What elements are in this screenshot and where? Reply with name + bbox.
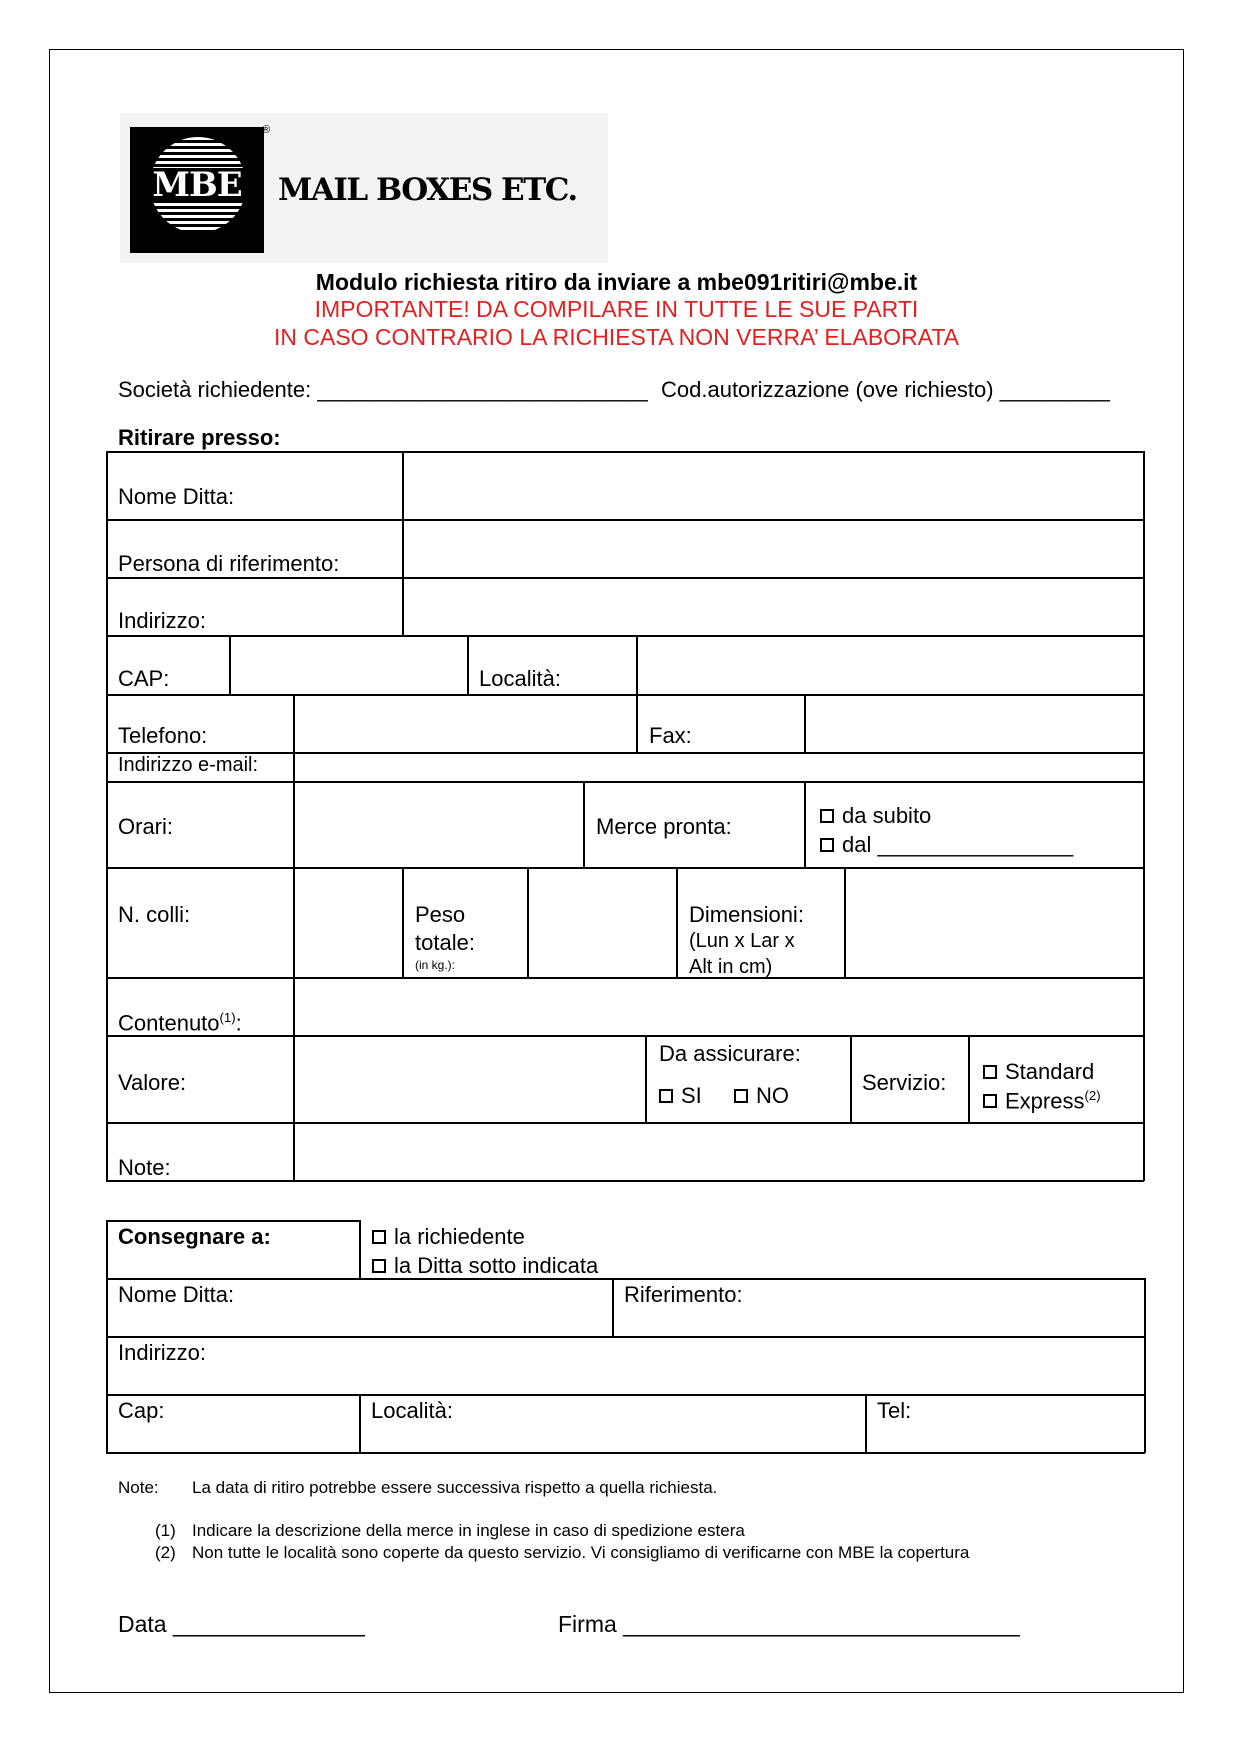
pickup-fax-label: Fax:: [649, 723, 692, 748]
pickup-locality-label: Località:: [479, 666, 561, 691]
footnote-1-mark: (1): [155, 1521, 176, 1540]
deliver-to-company-label: la Ditta sotto indicata: [394, 1253, 599, 1278]
requester-company-field[interactable]: Società richiedente: ___________________________: [118, 377, 648, 402]
insure-no-option[interactable]: [734, 1083, 789, 1109]
pickup-hours-label: Orari:: [118, 814, 173, 839]
pickup-cap-label: CAP:: [118, 666, 170, 691]
pickup-locality-input[interactable]: [638, 637, 1142, 693]
content-footnote-mark: (1): [219, 1010, 236, 1025]
pickup-section-title: Ritirare presso:: [118, 425, 281, 450]
dimensions-note-2: Alt in cm): [689, 956, 773, 978]
ready-from-option[interactable]: [820, 832, 1073, 858]
delivery-reference-field[interactable]: Riferimento:: [624, 1282, 743, 1307]
signature-field[interactable]: Firma _______________________________: [558, 1611, 1020, 1637]
packages-label: N. colli:: [118, 902, 191, 927]
weight-input[interactable]: [529, 869, 675, 976]
deliver-to-requester-option[interactable]: [372, 1224, 525, 1250]
ready-now-label: da subito: [842, 803, 932, 828]
footnote-2-text: Non tutte le località sono coperte da questo servizio. Vi consigliamo di verificarne con MBE la copertura: [192, 1543, 970, 1562]
dimensions-label: Dimensioni:: [689, 902, 804, 927]
content-label-text: Contenuto: [118, 1010, 220, 1036]
delivery-address-field[interactable]: Indirizzo:: [118, 1340, 207, 1365]
service-standard-label: Standard: [1005, 1059, 1095, 1084]
deliver-to-company-option[interactable]: [372, 1253, 598, 1279]
pickup-address-input[interactable]: [404, 579, 1142, 634]
pickup-notes-input[interactable]: [295, 1124, 1142, 1179]
weight-unit-label: (in kg.):: [415, 958, 456, 972]
value-label: Valore:: [118, 1070, 187, 1095]
service-express-checkbox[interactable]: [983, 1094, 997, 1108]
authorization-code-field[interactable]: Cod.autorizzazione (ove richiesto) _________: [661, 377, 1110, 402]
logo-registered-mark: ®: [262, 124, 271, 136]
insure-label: Da assicurare:: [659, 1041, 801, 1066]
ready-now-checkbox[interactable]: [820, 809, 834, 823]
insure-yes-label: SI: [681, 1083, 702, 1108]
content-label-colon: :: [235, 1010, 242, 1036]
value-input[interactable]: [295, 1037, 644, 1121]
delivery-section-title: Consegnare a:: [118, 1224, 271, 1249]
service-express-label: Express: [1005, 1088, 1085, 1114]
pickup-hours-input[interactable]: [295, 783, 582, 866]
weight-label-1: Peso: [415, 902, 466, 927]
insure-no-label: NO: [756, 1083, 789, 1108]
insure-no-checkbox[interactable]: [734, 1089, 748, 1103]
deliver-to-company-checkbox[interactable]: [372, 1259, 386, 1273]
ready-from-checkbox[interactable]: [820, 838, 834, 852]
pickup-contact-label: Persona di riferimento:: [118, 551, 340, 576]
delivery-company-field[interactable]: Nome Ditta:: [118, 1282, 235, 1307]
footnote-note-text: La data di ritiro potrebbe essere successiva rispetto a quella richiesta.: [192, 1478, 718, 1497]
content-label: [118, 1010, 242, 1036]
service-label: Servizio:: [862, 1070, 947, 1095]
weight-label-2: totale:: [415, 930, 475, 955]
warning-line-1: IMPORTANTE! DA COMPILARE IN TUTTE LE SUE PARTI: [314, 296, 919, 322]
delivery-cap-field[interactable]: Cap:: [118, 1398, 165, 1423]
form-title: Modulo richiesta ritiro da inviare a mbe091ritiri@mbe.it: [315, 269, 918, 295]
service-express-footnote-mark: (2): [1084, 1088, 1101, 1103]
pickup-company-label: Nome Ditta:: [118, 484, 235, 509]
insure-yes-checkbox[interactable]: [659, 1089, 673, 1103]
service-standard-checkbox[interactable]: [983, 1065, 997, 1079]
footnote-note-label: Note:: [118, 1478, 159, 1497]
date-field[interactable]: Data _______________: [118, 1611, 365, 1637]
delivery-locality-field[interactable]: Località:: [371, 1398, 453, 1423]
footnote-1-text: Indicare la descrizione della merce in inglese in caso di spedizione estera: [192, 1521, 745, 1540]
logo-badge-text: MBE: [130, 168, 264, 202]
pickup-email-label: Indirizzo e-mail:: [118, 754, 259, 776]
pickup-notes-label: Note:: [118, 1155, 171, 1180]
pickup-fax-input[interactable]: [806, 696, 1142, 751]
content-input[interactable]: [295, 979, 1142, 1034]
pickup-company-input[interactable]: [404, 453, 1142, 518]
footnote-2-mark: (2): [155, 1543, 176, 1562]
ready-now-option[interactable]: [820, 803, 931, 829]
service-standard-option[interactable]: [983, 1059, 1094, 1085]
deliver-to-requester-label: la richiedente: [394, 1224, 525, 1249]
pickup-phone-input[interactable]: [295, 696, 635, 751]
pickup-phone-label: Telefono:: [118, 723, 208, 748]
logo-brand-name: MAIL BOXES ETC.: [278, 172, 577, 208]
dimensions-note-1: (Lun x Lar x: [689, 930, 795, 952]
pickup-contact-input[interactable]: [404, 521, 1142, 576]
insure-yes-option[interactable]: [659, 1083, 702, 1109]
pickup-address-label: Indirizzo:: [118, 608, 207, 633]
pickup-cap-input[interactable]: [231, 637, 466, 693]
dimensions-input[interactable]: [846, 869, 1142, 976]
packages-input[interactable]: [295, 869, 401, 976]
ready-from-label: dal ________________: [842, 832, 1074, 857]
pickup-email-input[interactable]: [295, 754, 1142, 780]
goods-ready-label: Merce pronta:: [596, 814, 732, 839]
delivery-phone-field[interactable]: Tel:: [877, 1398, 912, 1423]
service-express-option[interactable]: [983, 1088, 1101, 1114]
deliver-to-requester-checkbox[interactable]: [372, 1230, 386, 1244]
warning-line-2: IN CASO CONTRARIO LA RICHIESTA NON VERRA’ ELABORATA: [273, 324, 959, 350]
